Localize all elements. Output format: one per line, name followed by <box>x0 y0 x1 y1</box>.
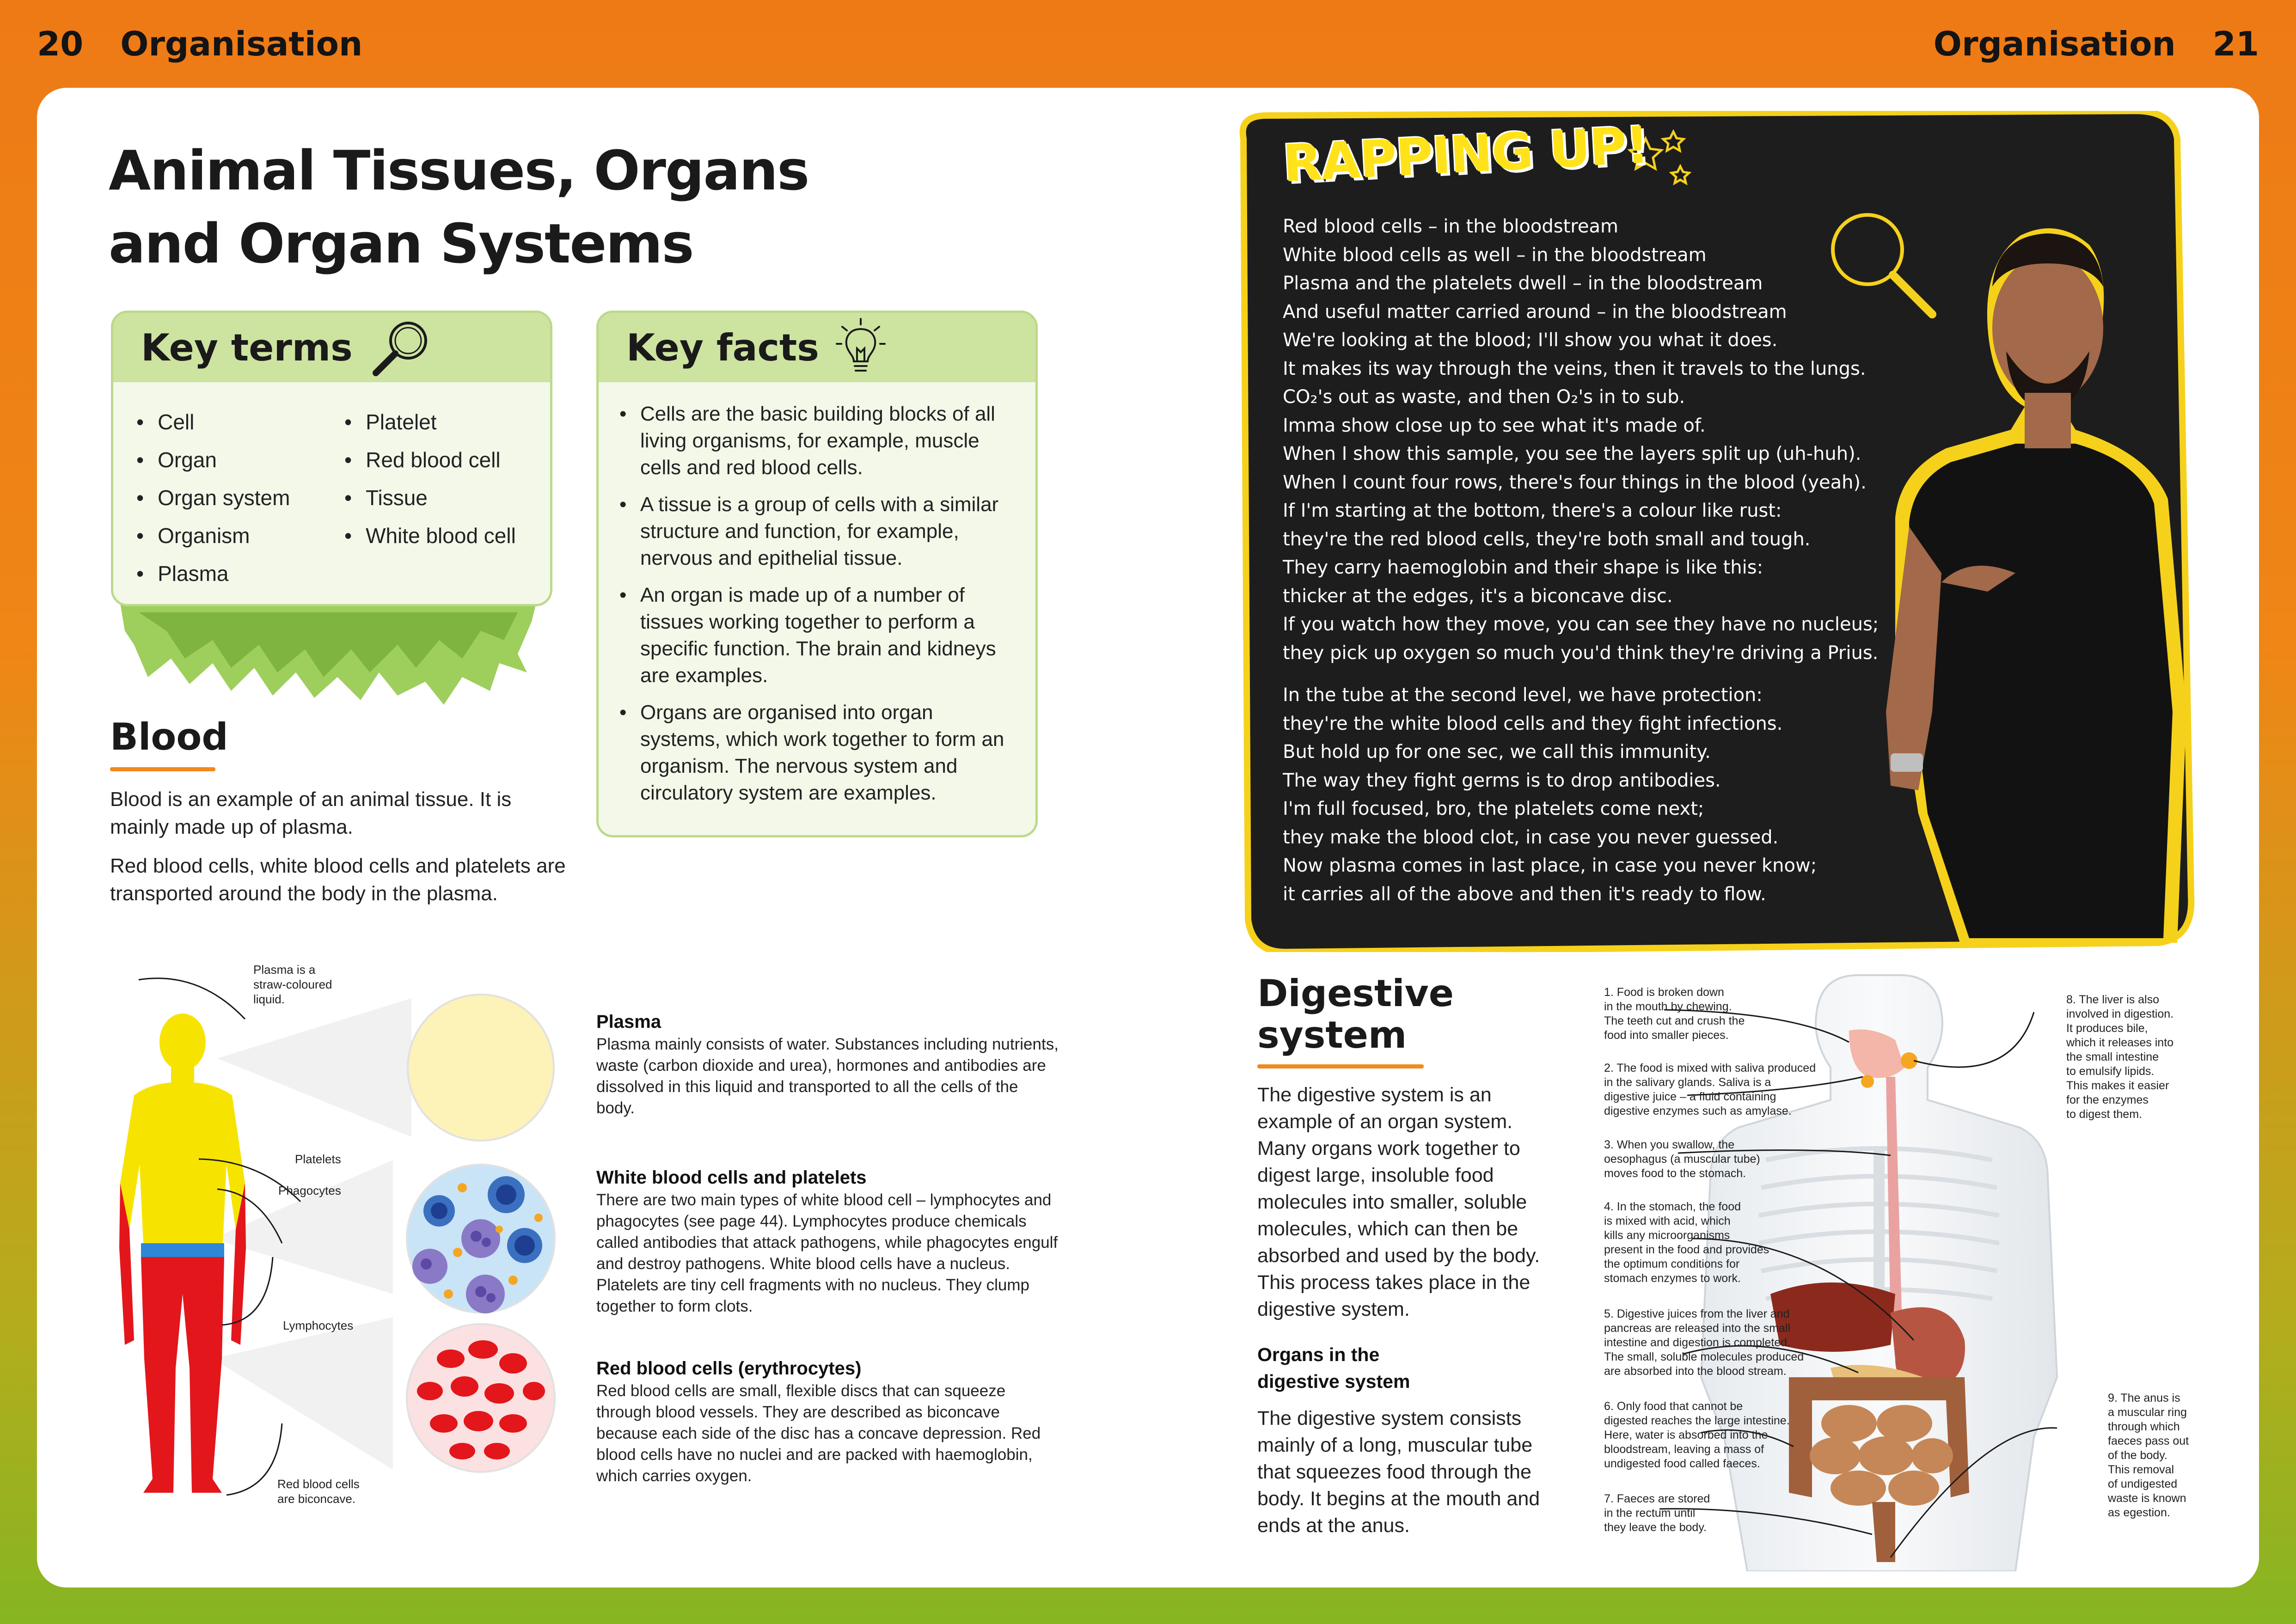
red-cells-heading: Red blood cells (erythrocytes) <box>596 1358 862 1379</box>
digestive-step-7: 7. Faeces are stored in the rectum until they leave the body. <box>1604 1492 1710 1534</box>
key-term: • Organ <box>136 441 344 479</box>
key-fact: • An organ is made up of a number of tissues working together to perform a specific function. The brain and kidneys are examples. <box>619 582 1008 689</box>
key-facts-header <box>599 313 1035 382</box>
rap-line: When I show this sample, you see the layers split up (uh-huh). <box>1283 443 1861 464</box>
right-page-header <box>1934 0 2264 88</box>
key-facts-heading: Key facts <box>626 326 819 369</box>
rap-line: It makes its way through the veins, then it travels to the lungs. <box>1283 358 1866 379</box>
key-fact: • A tissue is a group of cells with a similar structure and function, for example, nervous and epithelial tissue. <box>619 491 1008 572</box>
key-term: • White blood cell <box>344 517 529 555</box>
magnifier-icon <box>367 315 436 380</box>
plasma-sample <box>408 995 554 1141</box>
rap-line: they pick up oxygen so much you'd think they're driving a Prius. <box>1283 642 1879 664</box>
white-cells-heading: White blood cells and platelets <box>596 1167 867 1188</box>
key-fact: • Organs are organised into organ systems, which work together to form an organism. The nervous system and circulatory system are examples. <box>619 699 1008 806</box>
digestive-step-2: 2. The food is mixed with saliva produced in the salivary glands. Saliva is a digestive juice – a fluid containing digestive enzymes such as amylase. <box>1604 1062 1816 1117</box>
white-cells-section <box>596 1166 1059 1317</box>
rap-line: thicker at the edges, it's a biconcave disc. <box>1283 585 1673 607</box>
verse-gap <box>1283 667 1930 681</box>
rap-line: they're the red blood cells, they're both small and tough. <box>1283 528 1811 550</box>
red-cells-section <box>596 1356 1059 1487</box>
rap-line: In the tube at the second level, we have protection: <box>1283 684 1763 706</box>
plasma-heading: Plasma <box>596 1012 661 1032</box>
plasma-section <box>596 1010 1059 1119</box>
key-term: • Organ system <box>136 479 344 517</box>
digestive-step-1: 1. Food is broken down in the mouth by chewing. The teeth cut and crush the food into smaller pieces. <box>1604 986 1745 1042</box>
key-terms-heading: Key terms <box>141 326 353 369</box>
rap-line: But hold up for one sec, we call this immunity. <box>1283 741 1711 763</box>
platelets-label: Platelets <box>295 1152 341 1166</box>
blood-intro <box>110 786 572 919</box>
red-cells-text: Red blood cells are small, flexible discs that can squeeze through blood vessels. They are described as biconcave because each side of the disc has a concave depression. Red blood cells have no nuclei and are packed with haemoglobin, which carries oxygen. <box>596 1382 1041 1485</box>
key-term: • Plasma <box>136 555 344 592</box>
key-term: • Organism <box>136 517 344 555</box>
human-figure-plasma-layer <box>120 1082 245 1243</box>
white-cells-text: There are two main types of white blood cell – lymphocytes and phagocytes (see page 44). Lymphocytes produce chemicals called antibodies that attack pathogens, while phagocytes engulf and destroy pathogens. White blood cells have a nucleus. Platelets are tiny cell fragments with no nucleus. They clump together to form clots. <box>596 1191 1058 1315</box>
rap-line: Imma show close up to see what it's made of. <box>1283 415 1706 436</box>
blood-paragraph: Blood is an example of an animal tissue. It is mainly made up of plasma. <box>110 788 512 838</box>
right-section-title: Organisation <box>1933 24 2176 63</box>
key-term: • Tissue <box>344 479 529 517</box>
digestive-step-3: 3. When you swallow, the oesophagus (a muscular tube) moves food to the stomach. <box>1604 1138 1760 1180</box>
page-title: Animal Tissues, Organs and Organ Systems <box>109 139 809 275</box>
human-figure-white-cell-layer <box>141 1243 224 1257</box>
rap-line: CO₂'s out as waste, and then O₂'s in to sub. <box>1283 386 1685 408</box>
rap-line: If I'm starting at the bottom, there's a colour like rust: <box>1283 500 1782 521</box>
plasma-text: Plasma mainly consists of water. Substances including nutrients, waste (carbon dioxide and urea), hormones and antibodies are dissolved in this liquid and transported to all the cells of the body. <box>596 1035 1059 1117</box>
digestive-step-4: 4. In the stomach, the food is mixed with acid, which kills any microorganisms present in the food and provides the optimum conditions for stomach enzymes to work. <box>1604 1200 1769 1285</box>
green-paint-splat <box>120 603 545 705</box>
lymphocytes-label: Lymphocytes <box>283 1319 354 1332</box>
key-terms-box <box>111 311 552 606</box>
digestive-step-6: 6. Only food that cannot be digested reaches the large intestine. Here, water is absorbed into the bloodstream, leaving a mass of undigested food called faeces. <box>1604 1400 1790 1470</box>
rap-line: they're the white blood cells and they fight infections. <box>1283 713 1783 734</box>
blood-diagram <box>106 961 578 1534</box>
digestive-step-9: 9. The anus is a muscular ring through which faeces pass out of the body. This removal of undigested waste is known as egestion. <box>2108 1392 2189 1519</box>
phagocytes-label: Phagocytes <box>278 1184 341 1197</box>
left-page-header <box>32 0 362 88</box>
key-facts-box <box>596 311 1038 837</box>
digestive-step-8: 8. The liver is also involved in digestion. It produces bile, which it releases into the small intestine to emulsify lipids. This makes it easier for the enzymes to digest them. <box>2066 993 2174 1121</box>
key-fact: • Cells are the basic building blocks of all living organisms, for example, muscle cells and red blood cells. <box>619 401 1008 481</box>
digestive-heading-underline <box>1257 1064 1424 1068</box>
rap-lyrics <box>1283 213 1930 909</box>
rap-line: They carry haemoglobin and their shape is like this: <box>1283 557 1763 578</box>
rap-line: When I count four rows, there's four things in the blood (yeah). <box>1283 471 1867 493</box>
small-intestine <box>1810 1405 1953 1506</box>
key-term: • Red blood cell <box>344 441 529 479</box>
human-figure-red-cell-layer <box>141 1257 224 1493</box>
lightbulb-icon <box>833 315 888 380</box>
right-page-number: 21 <box>2212 24 2259 63</box>
red-blood-cells-label: Red blood cells are biconcave. <box>277 1477 360 1506</box>
left-page-number: 20 <box>37 24 84 63</box>
digestive-heading: Digestive system <box>1257 972 1454 1056</box>
rap-line: Plasma and the platelets dwell – in the bloodstream <box>1283 273 1763 294</box>
blood-heading: Blood <box>110 715 228 758</box>
digestive-subheading: Organs in the digestive system <box>1257 1344 1410 1392</box>
rap-title: RAPPING UP! <box>1281 115 1650 194</box>
rap-line: If you watch how they move, you can see they have no nucleus; <box>1283 614 1879 635</box>
rap-line: Red blood cells – in the bloodstream <box>1283 216 1618 237</box>
left-section-title: Organisation <box>120 24 363 63</box>
rap-line: White blood cells as well – in the bloodstream <box>1283 244 1707 266</box>
blood-heading-underline <box>110 767 215 771</box>
rap-line: they make the blood clot, in case you never guessed. <box>1283 826 1779 848</box>
key-terms-header <box>113 313 550 382</box>
rap-line: The way they fight germs is to drop antibodies. <box>1283 769 1721 791</box>
digestive-step-5: 5. Digestive juices from the liver and pancreas are released into the small intestine and digestion is completed. The small, soluble molecules produced are absorbed into the blood stream. <box>1604 1307 1804 1378</box>
rap-line: We're looking at the blood; I'll show you what it does. <box>1283 330 1778 351</box>
rap-line: I'm full focused, bro, the platelets come next; <box>1283 798 1704 819</box>
digestive-intro: The digestive system is an example of an organ system. Many organs work together to digest large, insoluble food molecules into smaller, soluble molecules, which can then be absorbed and used by the body. This process takes place in the digestive system. <box>1257 1084 1540 1320</box>
plasma-label: Plasma is a straw-coloured liquid. <box>253 963 332 1006</box>
key-terms-list <box>113 382 550 606</box>
key-term: • Cell <box>136 403 344 441</box>
rap-line: And useful matter carried around – in the bloodstream <box>1283 301 1787 323</box>
rap-line: it carries all of the above and then it's ready to flow. <box>1283 883 1766 905</box>
human-figure-head <box>159 1013 206 1071</box>
rap-line: Now plasma comes in last place, in case you never know; <box>1283 855 1817 876</box>
key-facts-list <box>599 382 1035 837</box>
salivary-gland <box>1861 1075 1874 1088</box>
digestive-text: The digestive system consists mainly of a long, muscular tube that squeezes food through the body. It begins at the mouth and ends at the anus. <box>1257 1407 1540 1537</box>
blood-paragraph: Red blood cells, white blood cells and platelets are transported around the body in the plasma. <box>110 855 566 905</box>
key-term: • Platelet <box>344 403 529 441</box>
